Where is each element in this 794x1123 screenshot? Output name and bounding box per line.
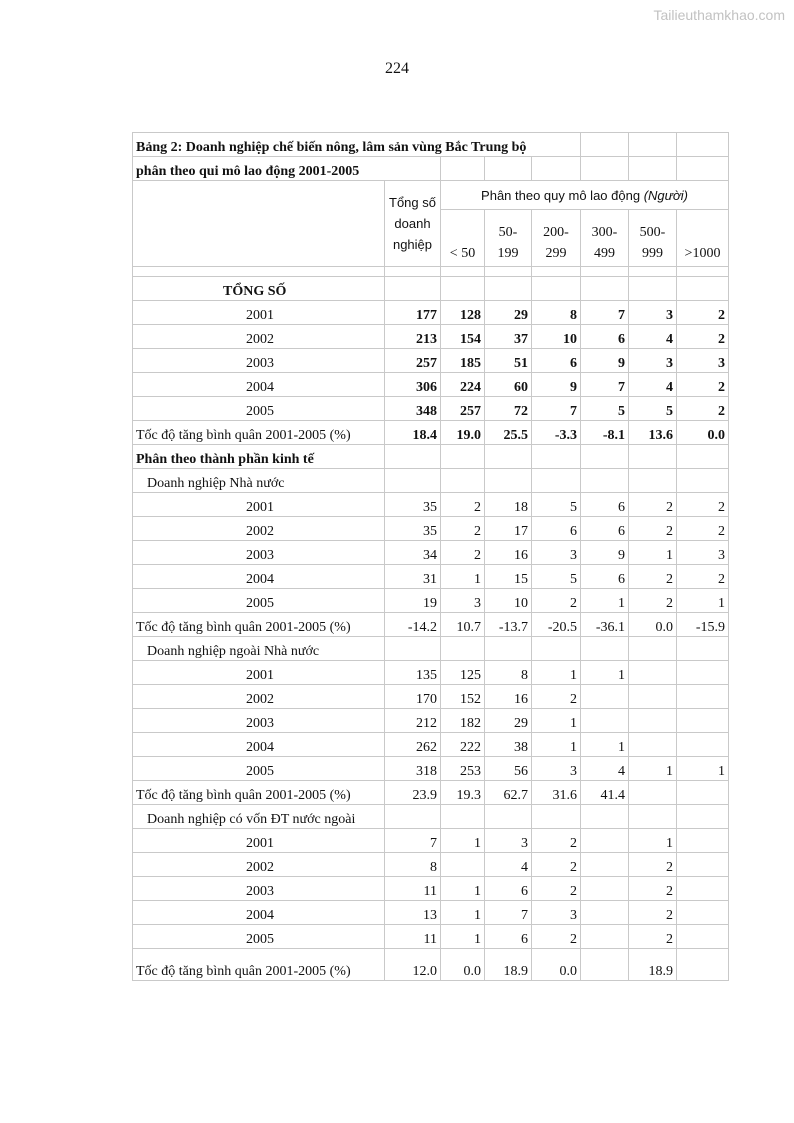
table-cell: 1 [677, 757, 729, 781]
table-cell: -15.9 [677, 613, 729, 637]
table-cell [629, 709, 677, 733]
row-label: 2005 [133, 397, 385, 421]
table-cell [629, 733, 677, 757]
table-cell [629, 805, 677, 829]
table-cell: 128 [441, 301, 485, 325]
table-cell [532, 277, 581, 301]
table-cell: 1 [441, 877, 485, 901]
table-cell: 7 [385, 829, 441, 853]
table-cell [581, 709, 629, 733]
year-row [133, 589, 729, 613]
table-cell: 29 [485, 301, 532, 325]
table-cell [581, 829, 629, 853]
watermark: Tailieuthamkhao.com [653, 7, 785, 23]
table-cell [581, 445, 629, 469]
table-cell [677, 637, 729, 661]
table-cell: 13 [385, 901, 441, 925]
table-cell: 1 [532, 661, 581, 685]
table-cell: 1 [629, 541, 677, 565]
table-cell: 16 [485, 685, 532, 709]
table-cell: 257 [441, 397, 485, 421]
table-cell [485, 277, 532, 301]
table-cell: 2 [677, 397, 729, 421]
table-cell: 2 [677, 517, 729, 541]
table-cell [677, 949, 729, 981]
table-title-line1: Bảng 2: Doanh nghiệp chế biến nông, lâm sản vùng Bắc Trung bộ [133, 133, 581, 157]
page-number: 224 [385, 60, 409, 77]
table-cell: 6 [581, 517, 629, 541]
table-cell: 2 [677, 493, 729, 517]
table-cell: 318 [385, 757, 441, 781]
row-label: 2002 [133, 325, 385, 349]
table-cell: 2 [629, 853, 677, 877]
table-cell: 23.9 [385, 781, 441, 805]
row-label: Tốc độ tăng bình quân 2001-2005 (%) [133, 421, 385, 445]
group-label [133, 637, 729, 661]
table-cell: 18 [485, 493, 532, 517]
year-row [133, 517, 729, 541]
table-cell [385, 277, 441, 301]
row-label: 2003 [133, 709, 385, 733]
table-cell: 3 [532, 757, 581, 781]
year-row [133, 685, 729, 709]
table-cell: 1 [581, 733, 629, 757]
row-label: 2002 [133, 517, 385, 541]
table-cell: 212 [385, 709, 441, 733]
table-cell: -3.3 [532, 421, 581, 445]
table-cell: 5 [532, 565, 581, 589]
table-cell [581, 469, 629, 493]
table-cell: 6 [485, 877, 532, 901]
table-cell: 253 [441, 757, 485, 781]
table-cell: 5 [629, 397, 677, 421]
table-cell: 0.0 [629, 613, 677, 637]
data-table [132, 132, 729, 981]
year-row [133, 901, 729, 925]
year-row [133, 541, 729, 565]
row-label: 2002 [133, 853, 385, 877]
table-cell: 7 [485, 901, 532, 925]
table-cell: 8 [532, 301, 581, 325]
table-cell: 38 [485, 733, 532, 757]
table-cell: 2 [629, 901, 677, 925]
row-label: 2001 [133, 493, 385, 517]
table-cell: 72 [485, 397, 532, 421]
table-cell: 2 [629, 589, 677, 613]
column-header: < 50 [441, 210, 485, 267]
table-cell: 2 [532, 877, 581, 901]
row-label: Doanh nghiệp ngoài Nhà nước [133, 637, 385, 661]
table-cell: 1 [629, 757, 677, 781]
table-cell [677, 661, 729, 685]
table-cell: 2 [532, 829, 581, 853]
year-row [133, 325, 729, 349]
table-cell [677, 853, 729, 877]
table-cell: 2 [677, 325, 729, 349]
table-cell: 224 [441, 373, 485, 397]
column-header: >1000 [677, 210, 729, 267]
table-cell: 6 [532, 517, 581, 541]
row-label: 2001 [133, 829, 385, 853]
table-title-line2: phân theo qui mô lao động 2001-2005 [133, 157, 441, 181]
table-cell [629, 685, 677, 709]
table-cell [677, 733, 729, 757]
table-cell [581, 685, 629, 709]
year-row [133, 853, 729, 877]
year-row [133, 925, 729, 949]
table-cell: 9 [532, 373, 581, 397]
table-cell [677, 445, 729, 469]
table-cell: 170 [385, 685, 441, 709]
table-cell: 4 [629, 325, 677, 349]
table-cell: 2 [629, 517, 677, 541]
year-row [133, 301, 729, 325]
table-cell: 1 [532, 733, 581, 757]
table-cell [677, 277, 729, 301]
row-label: 2003 [133, 877, 385, 901]
table-cell [581, 277, 629, 301]
header-blank [133, 181, 385, 267]
table-cell: 10.7 [441, 613, 485, 637]
table-cell [677, 877, 729, 901]
table-cell: -13.7 [485, 613, 532, 637]
table-cell [677, 685, 729, 709]
table-cell [441, 637, 485, 661]
table-cell: 185 [441, 349, 485, 373]
year-row [133, 877, 729, 901]
table-cell: 1 [441, 901, 485, 925]
table-cell: 60 [485, 373, 532, 397]
row-label: 2003 [133, 541, 385, 565]
year-row [133, 397, 729, 421]
table-cell: 177 [385, 301, 441, 325]
row-label: 2004 [133, 901, 385, 925]
table-cell: 9 [581, 349, 629, 373]
table-cell: 257 [385, 349, 441, 373]
year-row [133, 829, 729, 853]
table-cell: 3 [677, 541, 729, 565]
table-cell: 2 [677, 301, 729, 325]
table-cell: 10 [532, 325, 581, 349]
table-cell: 2 [677, 373, 729, 397]
table-cell: 6 [581, 325, 629, 349]
table-cell [581, 925, 629, 949]
table-cell: 0.0 [677, 421, 729, 445]
table-cell: 5 [581, 397, 629, 421]
table-cell: 29 [485, 709, 532, 733]
table-cell: 0.0 [532, 949, 581, 981]
year-row [133, 709, 729, 733]
table-cell: 18.4 [385, 421, 441, 445]
table-cell [532, 637, 581, 661]
table-cell: 12.0 [385, 949, 441, 981]
table-cell: 56 [485, 757, 532, 781]
table-cell: 25.5 [485, 421, 532, 445]
table-cell: 213 [385, 325, 441, 349]
table-cell: -20.5 [532, 613, 581, 637]
column-header: 500- 999 [629, 210, 677, 267]
group-label [133, 805, 729, 829]
header-group [441, 181, 729, 210]
table-cell: 1 [441, 565, 485, 589]
column-header: 200- 299 [532, 210, 581, 267]
table-cell: 2 [532, 685, 581, 709]
table-cell: 18.9 [485, 949, 532, 981]
table-cell [677, 781, 729, 805]
table-cell [485, 445, 532, 469]
table-cell [629, 781, 677, 805]
row-label: 2004 [133, 733, 385, 757]
table-cell: 2 [441, 541, 485, 565]
table-cell: 6 [581, 565, 629, 589]
row-label: 2005 [133, 757, 385, 781]
table-cell: 17 [485, 517, 532, 541]
table-cell: 3 [485, 829, 532, 853]
year-row [133, 757, 729, 781]
row-label: 2001 [133, 661, 385, 685]
table-cell: 2 [532, 853, 581, 877]
table-cell: 11 [385, 877, 441, 901]
table-cell: 4 [581, 757, 629, 781]
table-cell [385, 805, 441, 829]
table-cell: 1 [581, 661, 629, 685]
column-header: 300- 499 [581, 210, 629, 267]
table-cell: -14.2 [385, 613, 441, 637]
table-cell: 11 [385, 925, 441, 949]
year-row [133, 349, 729, 373]
section-total [133, 277, 729, 301]
table-cell [629, 445, 677, 469]
row-label: TỔNG SỐ [133, 277, 385, 301]
table-cell: 4 [629, 373, 677, 397]
table-cell [677, 709, 729, 733]
table-cell [677, 901, 729, 925]
table-cell: 306 [385, 373, 441, 397]
year-row [133, 565, 729, 589]
table-cell: 8 [385, 853, 441, 877]
table-cell [441, 469, 485, 493]
table-cell: 3 [629, 301, 677, 325]
table-cell [677, 925, 729, 949]
year-row [133, 661, 729, 685]
table-cell: 125 [441, 661, 485, 685]
table-cell: 19.3 [441, 781, 485, 805]
row-label: 2003 [133, 349, 385, 373]
table-cell: 2 [532, 925, 581, 949]
growth-rate-row [133, 421, 729, 445]
table-cell: 2 [629, 493, 677, 517]
table-cell [532, 469, 581, 493]
table-cell: 9 [581, 541, 629, 565]
year-row [133, 373, 729, 397]
table-cell [629, 637, 677, 661]
table-cell [441, 277, 485, 301]
table-cell: 10 [485, 589, 532, 613]
table-cell [485, 469, 532, 493]
table-cell [485, 805, 532, 829]
table-cell: 19.0 [441, 421, 485, 445]
table-cell [581, 637, 629, 661]
table-cell: 2 [629, 877, 677, 901]
row-label: Doanh nghiệp Nhà nước [133, 469, 385, 493]
table-cell: 2 [441, 493, 485, 517]
table-cell [581, 901, 629, 925]
column-header: 50- 199 [485, 210, 532, 267]
table-cell [581, 805, 629, 829]
section-by-sector [133, 445, 729, 469]
table-cell: 62.7 [485, 781, 532, 805]
table-cell: 1 [441, 925, 485, 949]
growth-rate-row [133, 613, 729, 637]
row-label: Tốc độ tăng bình quân 2001-2005 (%) [133, 949, 385, 981]
table-cell [629, 469, 677, 493]
table-cell [441, 805, 485, 829]
table-cell: 262 [385, 733, 441, 757]
header-group-label: Phân theo quy mô lao động [481, 187, 641, 203]
table-cell: 7 [532, 397, 581, 421]
table-cell: 7 [581, 373, 629, 397]
table-cell: 31 [385, 565, 441, 589]
table-cell: 5 [532, 493, 581, 517]
row-label: 2001 [133, 301, 385, 325]
table-cell: 16 [485, 541, 532, 565]
table-cell: 2 [677, 565, 729, 589]
table-cell: 31.6 [532, 781, 581, 805]
table-cell: -8.1 [581, 421, 629, 445]
table-cell: 2 [629, 565, 677, 589]
row-label: Tốc độ tăng bình quân 2001-2005 (%) [133, 613, 385, 637]
row-label: Tốc độ tăng bình quân 2001-2005 (%) [133, 781, 385, 805]
row-label: 2002 [133, 685, 385, 709]
table-cell: 1 [629, 829, 677, 853]
table-cell [581, 949, 629, 981]
table-cell: 6 [532, 349, 581, 373]
table-cell: -36.1 [581, 613, 629, 637]
table-cell: 3 [441, 589, 485, 613]
table-cell: 41.4 [581, 781, 629, 805]
table-cell: 1 [581, 589, 629, 613]
header-total: Tổng số doanh nghiệp [385, 181, 441, 267]
table-cell: 4 [485, 853, 532, 877]
row-label: 2004 [133, 565, 385, 589]
table-cell: 35 [385, 517, 441, 541]
table-cell [677, 805, 729, 829]
group-label [133, 469, 729, 493]
table-cell: 2 [629, 925, 677, 949]
row-label: 2005 [133, 589, 385, 613]
table-cell [532, 445, 581, 469]
row-label: Doanh nghiệp có vốn ĐT nước ngoài [133, 805, 385, 829]
table-cell: 18.9 [629, 949, 677, 981]
table-cell [581, 877, 629, 901]
table-cell: 0.0 [441, 949, 485, 981]
year-row [133, 493, 729, 517]
table-cell: 152 [441, 685, 485, 709]
table-cell [532, 805, 581, 829]
table-cell [385, 445, 441, 469]
row-label: Phân theo thành phần kinh tế [133, 445, 385, 469]
table-cell: 154 [441, 325, 485, 349]
growth-rate-row [133, 781, 729, 805]
table-cell: 1 [441, 829, 485, 853]
year-row [133, 733, 729, 757]
table-cell [677, 829, 729, 853]
table-cell: 222 [441, 733, 485, 757]
table-cell [441, 445, 485, 469]
table-cell: 2 [441, 517, 485, 541]
table-cell: 348 [385, 397, 441, 421]
table-cell: 7 [581, 301, 629, 325]
row-label: 2004 [133, 373, 385, 397]
table-cell [441, 853, 485, 877]
table-cell: 6 [581, 493, 629, 517]
table-cell: 37 [485, 325, 532, 349]
table-cell: 1 [532, 709, 581, 733]
table-cell: 1 [677, 589, 729, 613]
table-cell: 3 [629, 349, 677, 373]
table-cell [581, 853, 629, 877]
table-cell: 135 [385, 661, 441, 685]
table-cell [485, 637, 532, 661]
header-group-unit: (Người) [643, 187, 688, 203]
table-cell: 3 [677, 349, 729, 373]
table-cell [677, 469, 729, 493]
table-cell: 3 [532, 901, 581, 925]
table-cell: 34 [385, 541, 441, 565]
table-cell: 19 [385, 589, 441, 613]
table-cell [385, 637, 441, 661]
table-cell: 51 [485, 349, 532, 373]
row-label: 2005 [133, 925, 385, 949]
table-cell [385, 469, 441, 493]
table-cell: 35 [385, 493, 441, 517]
growth-rate-row [133, 949, 729, 981]
table-cell: 8 [485, 661, 532, 685]
table-cell: 182 [441, 709, 485, 733]
table-cell [629, 661, 677, 685]
table-cell: 13.6 [629, 421, 677, 445]
table-cell: 2 [532, 589, 581, 613]
table-cell: 3 [532, 541, 581, 565]
table-cell: 15 [485, 565, 532, 589]
table-cell [629, 277, 677, 301]
table-cell: 6 [485, 925, 532, 949]
